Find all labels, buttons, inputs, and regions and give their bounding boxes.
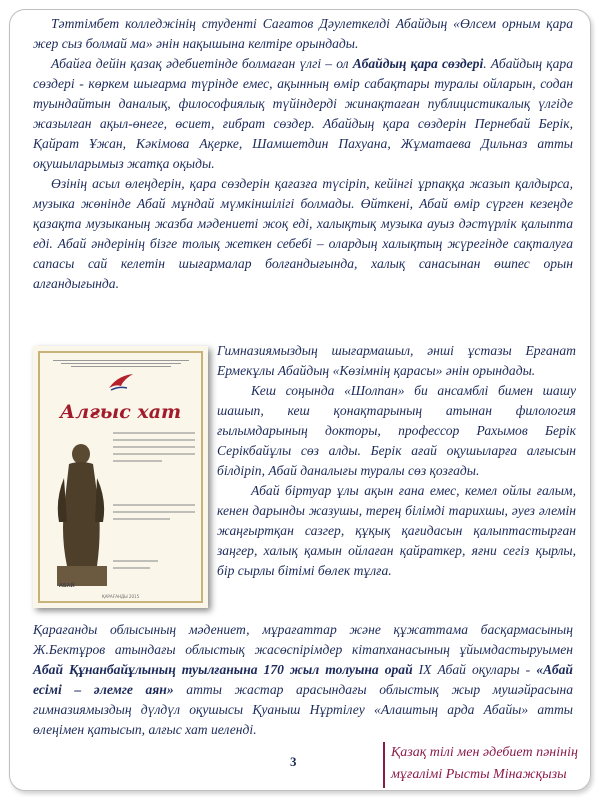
paragraph-awards: Қарағанды облысының мәдениет, мұрағаттар және құжаттама басқармасының Ж.Бектұров атындағы облыстық жасөспірімдер кітапханасының ұйымдастыруымен Абай Құнанбайұлының туылғанына 170 жыл толуына орай ІХ Абай оқулары - «Абай есімі – әлемге аян» атты жастар арасындағы облыстық жыр мушәйрасына гимназиямыздың дүлдүл оқушысы Қуаныш Нұртілеу «Алаштың арда Абайы» атты өлеңімен қатысып, алғыс хат иеленді. xyxy=(33,622,573,737)
bottom-text-block xyxy=(33,620,573,740)
paragraph-music: Өзінің асыл өлеңдерін, қара сөздерін қағазға түсіріп, кейінгі ұрпаққа жазып қалдырса, музыка жөнінде Абай мұндай мүмкіншілігі болмады. Өйткені, Абай өмір сүрген кезеңде қазақта музыканың жазба мәдениеті жоқ еді, халықтық музыка ауыз дәстүрлік қалыпта еді. Абай әндерінің бізге толық жеткен себебі – олардың халықтың жүрегінде сақталуға сапасы сай келетін шығармалар болғандығында, халық санасынан өшпес орын алғандығында. xyxy=(33,176,573,291)
event-title-bold: «Абай есімі – әлемге аян» xyxy=(33,662,573,697)
page-number: 3 xyxy=(290,754,297,769)
certificate-image xyxy=(33,346,208,608)
signature-line-2: мұғалімі Рысты Мінажқызы xyxy=(391,767,567,782)
paragraph-sholpan: Кеш соңында «Шолпан» би ансамблі бимен шашу шашып, кеш қонақтарының атынан филология ғылымдарының докторы, профессор Рахымов Берік Серікбайұлы сөз алды. Берік ағай оқушыларға алғысын білдіріп, Абай даналығы туралы сөз қозғады. xyxy=(217,383,576,478)
certificate-city-year: ҚАРАҒАНДЫ 2015 xyxy=(101,594,140,599)
middle-text-block xyxy=(217,341,576,581)
certificate-text-lines-3 xyxy=(113,560,195,574)
certificate-header-lines xyxy=(47,358,195,372)
signature-line-1: Қазақ тілі мен әдебиет пәнінің xyxy=(391,745,578,760)
certificate-text-lines-2 xyxy=(113,504,195,525)
paragraph-abai-tulga: Абай біртуар ұлы ақын ғана емес, кемел ойлы ғалым, кенен дарынды жазушы, терең білімді тарихшы, әуез әлемін жаңғыртқан сазгер, құқық қағидасын қалыптастырған заңгер, халық қамын ойлаған қайраткер, яғни сегіз қырлы, бір сырлы бітімі бөлек тұлға. xyxy=(217,483,576,578)
certificate-caption: АБАЙ xyxy=(59,583,75,589)
signature xyxy=(391,742,578,786)
abai-statue xyxy=(47,438,117,588)
certificate-text-lines xyxy=(113,432,195,467)
bird-logo-icon xyxy=(107,372,135,394)
certificate-title: Алғыс хат xyxy=(59,401,182,423)
kara-sozder-bold: Абайдың қара сөздері xyxy=(352,56,484,71)
paragraph-erganat: Гимназиямыздың шығармашыл, әнші ұстазы Ерғанат Ермекұлы Абайдың «Көзімнің қарасы» әнін орындады. xyxy=(217,343,576,378)
anniversary-bold: Абай Құнанбайұлының туылғанына 170 жыл толуына орай xyxy=(33,662,413,677)
paragraph-kara-sozder: Абайға дейін қазақ әдебиетінде болмаған үлгі – ол Абайдың қара сөздері. Абайдың қара сөздері - көркем шығарма түрінде емес, ақынның өмір сабақтары туралы ойларын, содан туындайтын даналық, философиялық түйіндерді жинақтаған публицистикалық үлгіде жазылған ақыл-өнеге, өсиет, ғибрат сөздер. Абайдың қара сөздерін Пернебай Берік, Қайрат Ұжан, Кәкімова Ақерке, Шамшетдин Пахуана, Жұматаева Дильназ атты оқушыларымыз жатқа оқыды. xyxy=(33,56,573,171)
paragraph-dauletkeldi: Тәттімбет колледжінің студенті Сағатов Дәулеткелді Абайдың «Өлсем орным қара жер сыз болмай ма» әнін нақышына келтіре орындады. xyxy=(33,16,573,51)
signature-accent-bar xyxy=(383,742,385,788)
top-text-block xyxy=(33,14,573,294)
